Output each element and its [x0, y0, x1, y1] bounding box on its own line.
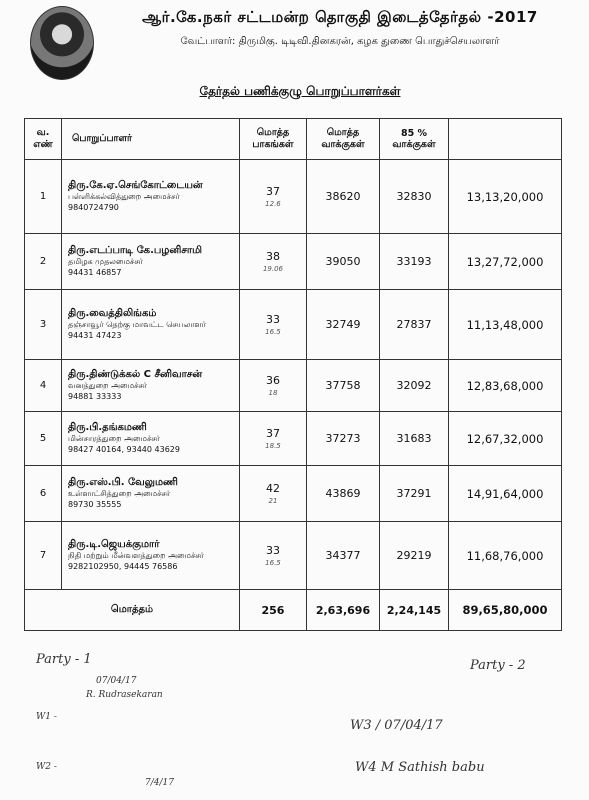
parts-value: 36 — [265, 374, 280, 387]
handwritten-note: 19.06 — [262, 265, 283, 273]
incharge-role: வனத்துறை அமைச்சர் — [68, 381, 148, 390]
row-incharge — [62, 290, 240, 360]
incharge-phone: 89730 35555 — [68, 500, 122, 509]
handwritten-note: 16.5 — [265, 328, 281, 336]
row-amount: 11,13,48,000 — [449, 290, 562, 360]
row-voters: 38620 — [306, 160, 379, 234]
handwritten-note: 18.5 — [265, 442, 281, 450]
table-header-row — [25, 119, 562, 160]
row-parts — [240, 290, 307, 360]
header-sno: வ. எண் — [25, 119, 62, 160]
incharge-role: உள்ளாட்சித்துறை அமைச்சர் — [68, 489, 171, 498]
row-voters: 32749 — [306, 290, 379, 360]
incharge-phone: 94431 47423 — [68, 331, 122, 340]
parts-value: 37 — [265, 185, 280, 198]
row-voters: 37273 — [306, 412, 379, 466]
incharge-table — [24, 118, 562, 631]
row-sno: 5 — [25, 412, 62, 466]
total-row — [25, 590, 562, 631]
incharge-phone: 98427 40164, 93440 43629 — [68, 445, 180, 454]
incharge-name: திரு.வைத்திலிங்கம் — [68, 308, 157, 319]
incharge-name: திரு.எஸ்.பி. வேலுமணி — [68, 477, 178, 488]
incharge-role: பள்ளிக்கல்வித்துறை அமைச்சர் — [68, 192, 180, 201]
header-amount — [449, 119, 562, 160]
header-incharge: பொறுப்பாளர் — [62, 119, 240, 160]
row-incharge — [62, 360, 240, 412]
row-amount: 13,13,20,000 — [449, 160, 562, 234]
incharge-phone: 94881 33333 — [68, 392, 122, 401]
total-parts: 256 — [240, 590, 307, 631]
row-pct85: 32092 — [379, 360, 448, 412]
parts-value: 38 — [265, 250, 280, 263]
total-pct85: 2,24,145 — [379, 590, 448, 631]
row-sno: 4 — [25, 360, 62, 412]
row-voters: 37758 — [306, 360, 379, 412]
incharge-name: திரு.கே.ஏ.செங்கோட்டையன் — [68, 180, 203, 191]
incharge-name: திரு.பி.தங்கமணி — [68, 422, 147, 433]
incharge-name: திரு.எடப்பாடி கே.பழனிசாமி — [68, 245, 202, 256]
header-parts: மொத்த பாகங்கள் — [240, 119, 307, 160]
row-pct85: 32830 — [379, 160, 448, 234]
row-incharge — [62, 234, 240, 290]
party1-label: Party - 1 — [36, 652, 92, 667]
row-amount: 13,27,72,000 — [449, 234, 562, 290]
parts-value: 37 — [265, 427, 280, 440]
row-sno: 2 — [25, 234, 62, 290]
total-amount: 89,65,80,000 — [449, 590, 562, 631]
total-voters: 2,63,696 — [306, 590, 379, 631]
header-pct85: 85 % வாக்குகள் — [379, 119, 448, 160]
incharge-phone: 94431 46857 — [68, 268, 122, 277]
row-incharge — [62, 522, 240, 590]
incharge-name: திரு.திண்டுக்கல் C சீனிவாசன் — [68, 369, 203, 380]
section-title: தேர்தல் பணிக்குழு பொறுப்பாளர்கள் — [199, 84, 401, 98]
row-parts — [240, 412, 307, 466]
incharge-role: தமிழக முதலமைச்சர் — [68, 257, 143, 266]
incharge-role: மின்சாரத்துறை அமைச்சர் — [68, 434, 161, 443]
party1-signature-name: R. Rudrasekaran — [86, 690, 163, 700]
incharge-role: தஞ்சாவூர் தெற்கு மாவட்ட செயலாளர் — [68, 320, 206, 329]
incharge-name: திரு.டி.ஜெயக்குமார் — [68, 539, 160, 550]
candidate-photo — [30, 6, 94, 80]
row-amount: 12,83,68,000 — [449, 360, 562, 412]
row-incharge — [62, 160, 240, 234]
witness-3: W3 / 07/04/17 — [350, 718, 443, 733]
row-voters: 34377 — [306, 522, 379, 590]
row-parts — [240, 466, 307, 522]
footer-date: 7/4/17 — [145, 778, 174, 788]
table-row — [25, 412, 562, 466]
row-pct85: 31683 — [379, 412, 448, 466]
handwritten-note: 12.6 — [265, 200, 281, 208]
row-parts — [240, 234, 307, 290]
handwritten-note: 18 — [268, 389, 278, 397]
table-row — [25, 290, 562, 360]
row-incharge — [62, 412, 240, 466]
table-row — [25, 360, 562, 412]
row-incharge — [62, 466, 240, 522]
incharge-phone: 9840724790 — [68, 203, 119, 212]
row-parts — [240, 160, 307, 234]
witness-2: W2 - — [36, 762, 57, 772]
page-subtitle: வேட்பாளர்: திருமிகு. டிடிவி.தினகரன், கழக துணை பொதுச்செயலாளர் — [180, 36, 500, 47]
table-row — [25, 234, 562, 290]
row-sno: 1 — [25, 160, 62, 234]
incharge-phone: 9282102950, 94445 76586 — [68, 562, 178, 571]
row-sno: 6 — [25, 466, 62, 522]
row-amount: 11,68,76,000 — [449, 522, 562, 590]
row-pct85: 29219 — [379, 522, 448, 590]
row-voters: 43869 — [306, 466, 379, 522]
row-voters: 39050 — [306, 234, 379, 290]
row-sno: 7 — [25, 522, 62, 590]
row-pct85: 33193 — [379, 234, 448, 290]
table-row — [25, 466, 562, 522]
row-pct85: 37291 — [379, 466, 448, 522]
parts-value: 33 — [265, 544, 280, 557]
total-label: மொத்தம் — [25, 590, 240, 631]
parts-value: 42 — [265, 482, 280, 495]
row-pct85: 27837 — [379, 290, 448, 360]
header-voters: மொத்த வாக்குகள் — [306, 119, 379, 160]
row-parts — [240, 360, 307, 412]
row-amount: 14,91,64,000 — [449, 466, 562, 522]
incharge-role: நிதி மற்றும் மீன்வளத்துறை அமைச்சர் — [68, 551, 205, 560]
row-sno: 3 — [25, 290, 62, 360]
witness-1: W1 - — [36, 712, 57, 722]
party1-date: 07/04/17 — [96, 676, 137, 686]
handwritten-note: 16.5 — [265, 559, 281, 567]
parts-value: 33 — [265, 313, 280, 326]
witness-4: W4 M Sathish babu — [355, 760, 485, 775]
party2-label: Party - 2 — [470, 658, 526, 673]
row-amount: 12,67,32,000 — [449, 412, 562, 466]
table-row — [25, 522, 562, 590]
handwritten-note: 21 — [268, 497, 278, 505]
page-title: ஆர்.கே.நகர் சட்டமன்ற தொகுதி இடைத்தேர்தல் -2017 — [142, 8, 538, 26]
row-parts — [240, 522, 307, 590]
table-row — [25, 160, 562, 234]
